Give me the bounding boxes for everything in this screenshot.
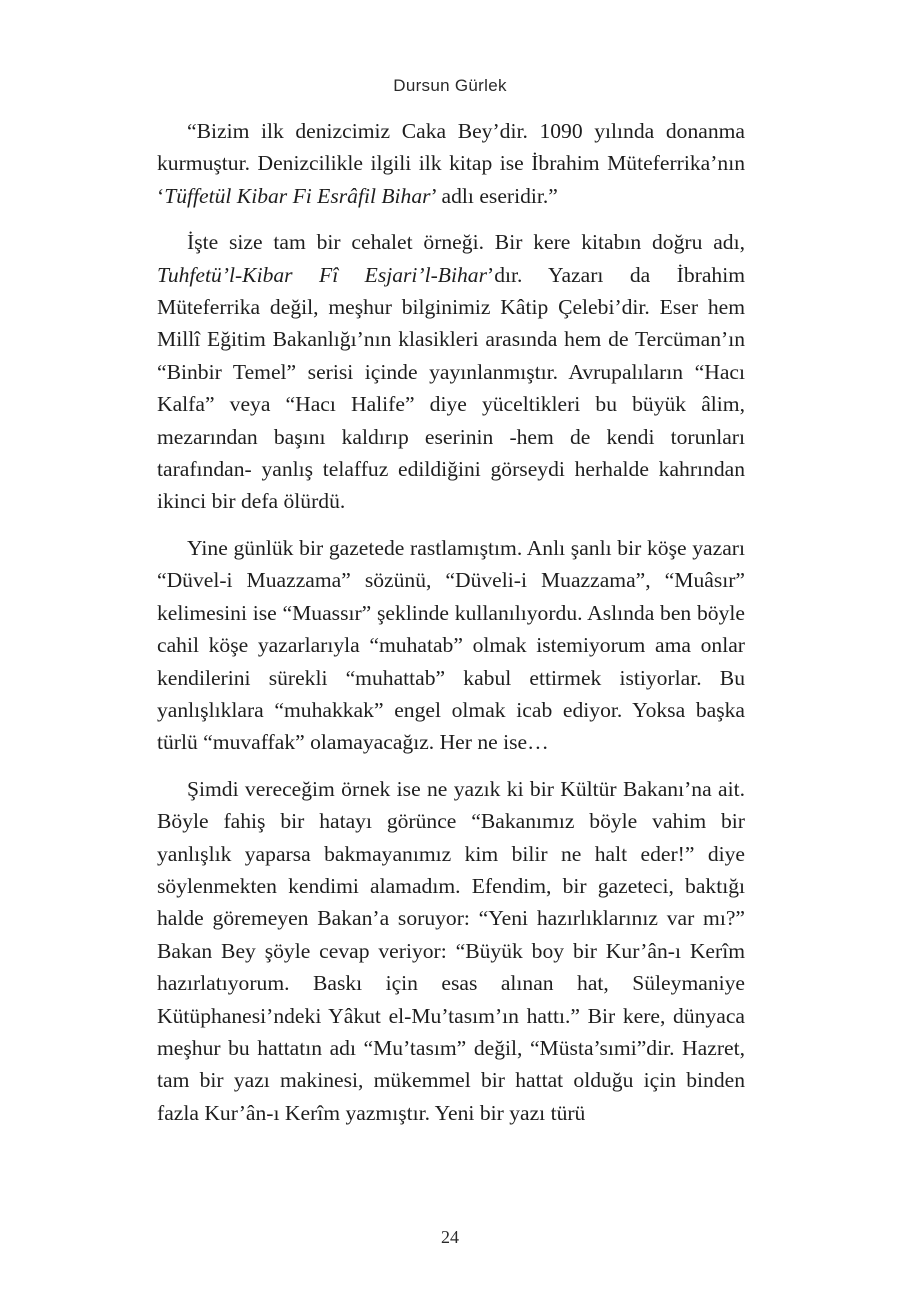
text-body bbox=[157, 115, 745, 1129]
paragraph-kultur-bakani: Şimdi vereceğim örnek ise ne yazık ki bir Kültür Bakanı’na ait. Böyle fahiş bir hatayı görünce “Bakanımız böyle vahim bir yanlışlık yaparsa bakmayanımız kim bilir ne halt eder!” diye söylenmekten kendimi alamadım. Efendim, bir gazeteci, baktığı halde göremeyen Bakan’a soruyor: “Yeni hazırlıklarınız var mı?” Bakan Bey şöyle cevap veriyor: “Büyük boy bir Kur’ân-ı Kerîm hazırlatıyorum. Baskı için esas alınan hat, Süleymaniye Kütüphanesi’ndeki Yâkut el-Mu’tasım’ın hattı.” Bir kere, dünyaca meşhur bu hattatın adı “Mu’tasım” değil, “Müsta’sımi”dir. Hazret, tam bir yazı makinesi, mükemmel bir hattat olduğu için binden fazla Kur’ân-ı Kerîm yazmıştır. Yeni bir yazı türü bbox=[157, 776, 745, 1125]
paragraph-text: ’dır. Yazarı da İbrahim Müteferrika değil, meşhur bilginimiz Kâtip Çelebi’dir. Eser hem Millî Eğitim Bakanlığı’nın klasikleri arasında hem de Tercüman’ın “Binbir Temel” serisi içinde yayınlanmıştır. Avrupalıların “Hacı Kalfa” veya “Hacı Halife” diye yüceltikleri bu büyük âlim, mezarından başını kaldırıp eserinin -hem de kendi torunları tarafından- yanlış telaffuz edildiğini görseydi herhalde kahrından ikinci bir defa ölürdü. bbox=[157, 262, 745, 514]
paragraph-kose-yazari: Yine günlük bir gazetede rastlamıştım. Anlı şanlı bir köşe yazarı “Düvel-i Muazzama” sözünü, “Düveli-i Muazzama”, “Muâsır” kelimesini ise “Muassır” şeklinde kullanılıyordu. Aslında ben böyle cahil köşe yazarlarıyla “muhatab” olmak istemiyorum ama onlar kendilerini sürekli “muhattab” kabul ettirmek istiyorlar. Bu yanlışlıklara “muhakkak” engel olmak icab ediyor. Yoksa başka türlü “muvaffak” olamayacağız. Her ne ise… bbox=[157, 535, 745, 755]
page-number: 24 bbox=[441, 1227, 459, 1247]
paragraph-katip-celebi bbox=[157, 226, 745, 518]
book-title-italic: Tuhfetü’l-Kibar Fî Esjari’l-Bihar bbox=[157, 262, 487, 287]
paragraph-quote-caka-bey bbox=[157, 115, 745, 212]
running-header-author: Dursun Gürlek bbox=[393, 76, 507, 95]
paragraph-text: “Bizim ilk denizcimiz Caka Bey’dir. 1090 yılında donanma kurmuştur. Denizcilikle ilgili ilk kitap ise İbrahim Müteferrika’nın ‘ bbox=[157, 119, 745, 208]
paragraph-text: İşte size tam bir cehalet örneği. Bir kere kitabın doğru adı, bbox=[187, 230, 745, 255]
book-title-italic: Tüffetül Kibar Fi Esrâfil Bihar bbox=[164, 183, 431, 208]
paragraph-text: ’ adlı eseridir.” bbox=[430, 183, 558, 208]
